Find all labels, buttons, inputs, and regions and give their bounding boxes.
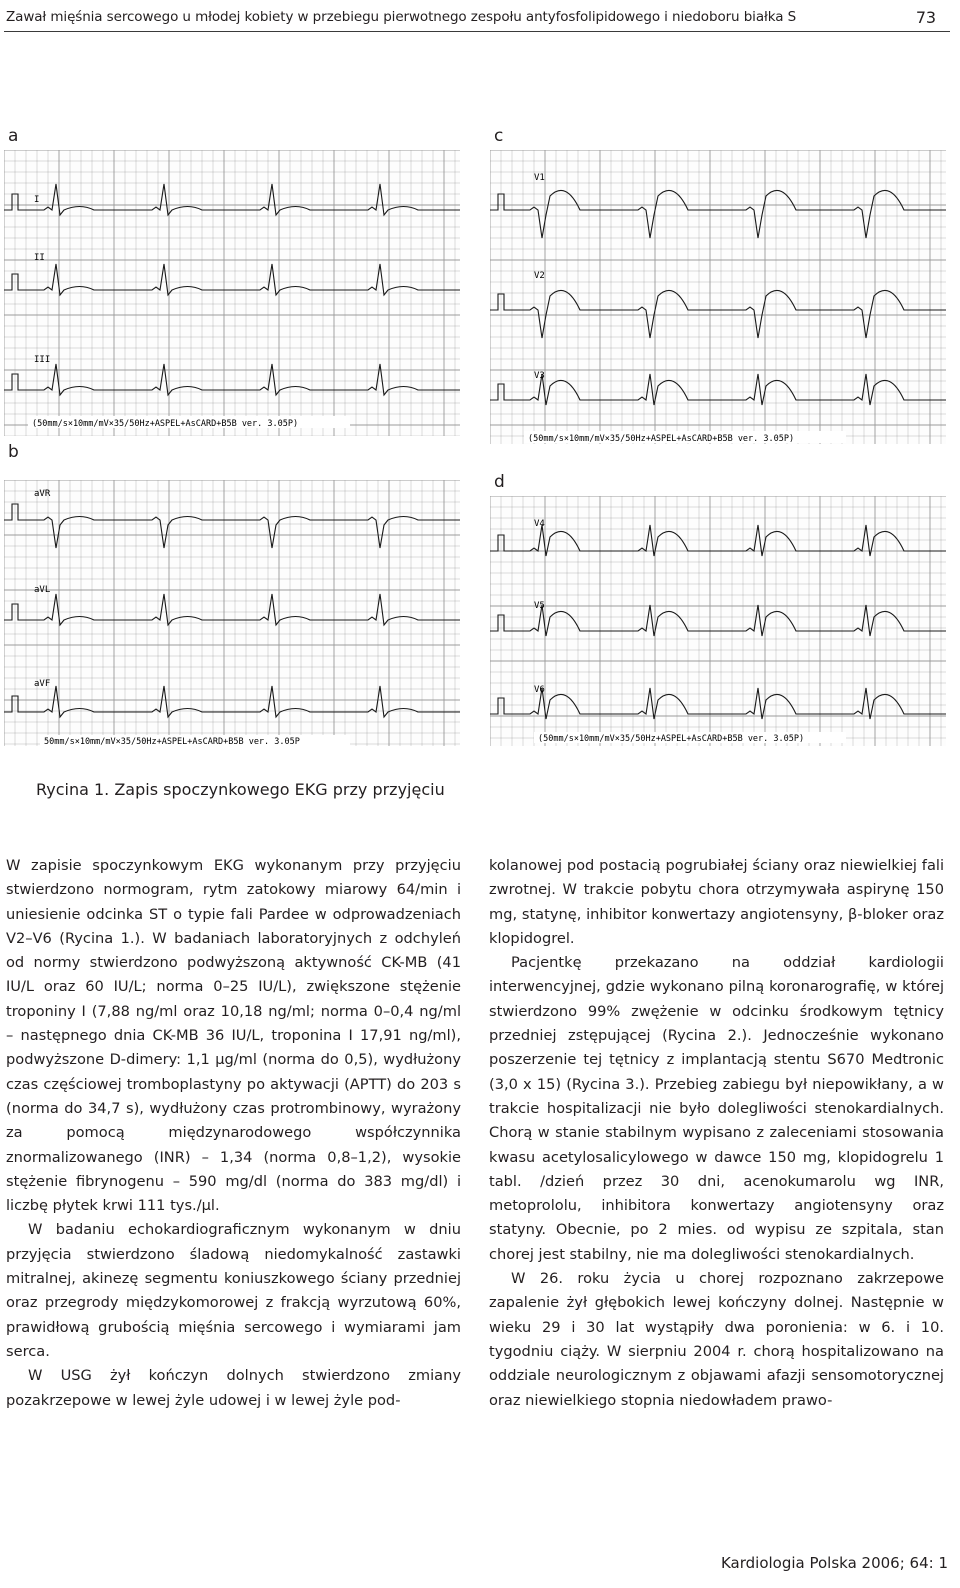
- ecg-trace: [4, 594, 460, 625]
- caption-label: Rycina 1.: [36, 780, 110, 799]
- ecg-trace: [4, 364, 460, 395]
- ecg-svg-d: [490, 496, 946, 746]
- text-column-left: [6, 854, 461, 1413]
- running-head: [6, 4, 936, 30]
- ecg-traces: [490, 190, 946, 405]
- figure-caption: [36, 780, 445, 799]
- ecg-footer-text-a: (50mm/s×10mm/mV×35/50Hz+ASPEL+AsCARD+B5B ver. 3.05P): [32, 419, 299, 429]
- ecg-svg-a: [4, 150, 460, 436]
- journal-footer: Kardiologia Polska 2006; 64: 1: [720, 1554, 948, 1572]
- lead-label-V1: V1: [534, 173, 545, 183]
- lead-label-aVF: aVF: [34, 679, 51, 689]
- ecg-svg-b: [4, 480, 460, 746]
- paragraph: W 26. roku życia u chorej rozpoznano zakrzepowe zapalenie żył głębokich lewej kończyny dolnej. Następnie w wieku 29 i 30 lat wystąpiły dwa poronienia: w 6. i 10. tygodniu ciąży. W sierpniu 2004 r. chorą hospitalizowano na oddziale neurologicznym z objawami afazji sensomotorycznej oraz niewielkiego stopnia niedowładem prawo-: [489, 1270, 944, 1409]
- ecg-footer-text-d: (50mm/s×10mm/mV×35/50Hz+ASPEL+AsCARD+B5B ver. 3.05P): [538, 734, 805, 744]
- ecg-grid: [4, 150, 460, 436]
- lead-label-V3: V3: [534, 371, 545, 381]
- ecg-footer-text-b: 50mm/s×10mm/mV×35/50Hz+ASPEL+AsCARD+B5B ver. 3.05P: [44, 737, 300, 746]
- ecg-panel-b: [4, 480, 460, 746]
- lead-label-aVL: aVL: [34, 585, 51, 595]
- running-title: Zawał mięśnia sercowego u młodej kobiety w przebiegu pierwotnego zespołu antyfosfolipidowego i niedoboru białka S: [6, 9, 797, 25]
- ecg-trace: [490, 190, 946, 238]
- ecg-trace: [490, 605, 946, 636]
- lead-label-V5: V5: [534, 601, 545, 611]
- panel-label-c: c: [494, 126, 504, 146]
- paragraph: kolanowej pod postacią pogrubiałej ściany oraz niewielkiej fali zwrotnej. W trakcie pobytu chora otrzymywała aspirynę 150 mg, statynę, inhibitor konwertazy angiotensyny, β-bloker oraz klopidogrel.: [489, 857, 944, 947]
- ecg-trace: [490, 374, 946, 405]
- paragraph: Pacjentkę przekazano na oddział kardiologii interwencyjnej, gdzie wykonano pilną koronarografię, w której stwierdzono 99% zwężenie w odcinku środkowym tętnicy przedniej zstępującej (Rycina 2.). Jednocześnie wykonano poszerzenie tej tętnicy z implantacją stentu S670 Medtronic (3,0 x 15) (Rycina 3.). Przebieg zabiegu był niepowikłany, a w trakcie hospitalizacji nie było dolegliwości stenokardialnych. Chorą w stanie stabilnym wypisano z zaleceniami stosowania kwasu acetylosalicylowego w dawce 150 mg, klopidogrelu 1 tabl. /dzień przez 30 dni, acenokumarolu wg INR, metoprololu, inhibitora konwertazy angiotensyny oraz statyny. Obecnie, po 2 mies. od wypisu ze szpitala, stan chorej jest stabilny, nie ma dolegliwości stenokardialnych.: [489, 954, 944, 1263]
- ecg-traces: [490, 525, 946, 719]
- lead-label-V2: V2: [534, 271, 545, 281]
- lead-label-V6: V6: [534, 685, 545, 695]
- ecg-trace: [4, 686, 460, 717]
- ecg-trace: [4, 264, 460, 295]
- lead-label-II: II: [34, 253, 45, 263]
- paragraph: W zapisie spoczynkowym EKG wykonanym przy przyjęciu stwierdzono normogram, rytm zatokowy miarowy 64/min i uniesienie odcinka ST o typie fali Pardee w odprowadzeniach V2–V6 (Rycina 1.). W badaniach laboratoryjnych z odchyleń od normy stwierdzono podwyższoną aktywność CK-MB (41 IU/L oraz 60 IU/L; norma 0–25 IU/L), zwiększone stężenie troponiny I (7,88 ng/ml oraz 10,18 ng/ml; norma 0–0,4 ng/ml – następnego dnia CK-MB 36 IU/L, troponina I 17,91 ng/ml), podwyższone D-dimery: 1,1 μg/ml (norma do 0,5), wydłużony czas częściowej tromboplastyny po aktywacji (APTT) do 203 s (norma do 34,7 s), wydłużony czas protrombinowy, wyrażony za pomocą międzynarodowego współczynnika znormalizowanego (INR) – 1,34 (norma 0,8–1,2), wysokie stężenie fibrynogenu – 590 mg/dl (norma do 383 mg/dl) i liczbę płytek krwi 111 tys./μl.: [6, 857, 461, 1215]
- ecg-trace: [4, 504, 460, 548]
- paragraph: W USG żył kończyn dolnych stwierdzono zmiany pozakrzepowe w lewej żyle udowej i w lewej żyle pod-: [6, 1367, 461, 1409]
- ecg-trace: [490, 290, 946, 338]
- lead-label-III: III: [34, 355, 51, 365]
- header-rule: [4, 31, 950, 32]
- panel-label-b: b: [8, 442, 19, 462]
- page-number: 73: [915, 7, 936, 27]
- paragraph: W badaniu echokardiograficznym wykonanym w dniu przyjęcia stwierdzono śladową niedomykalność zastawki mitralnej, akinezę segmentu koniuszkowego ściany przedniej oraz przegrody międzykomorowej z frakcją wyrzutową 60%, prawidłową grubością mięśnia sercowego i wymiarami jam serca.: [6, 1221, 461, 1360]
- ecg-trace: [4, 184, 460, 215]
- ecg-panel-d: [490, 496, 946, 746]
- lead-label-I: I: [34, 195, 40, 205]
- ecg-traces: [4, 504, 460, 717]
- ecg-panel-c: [490, 150, 946, 444]
- ecg-trace: [490, 688, 946, 719]
- lead-label-aVR: aVR: [34, 489, 51, 499]
- text-column-right: [489, 854, 944, 1413]
- ecg-svg-c: [490, 150, 946, 444]
- ecg-traces: [4, 184, 460, 395]
- caption-text: Zapis spoczynkowego EKG przy przyjęciu: [114, 780, 445, 799]
- ecg-panel-a: [4, 150, 460, 436]
- panel-label-d: d: [494, 472, 505, 492]
- panel-label-a: a: [8, 126, 19, 146]
- ecg-footer-text-c: (50mm/s×10mm/mV×35/50Hz+ASPEL+AsCARD+B5B ver. 3.05P): [528, 434, 795, 444]
- lead-label-V4: V4: [534, 519, 545, 529]
